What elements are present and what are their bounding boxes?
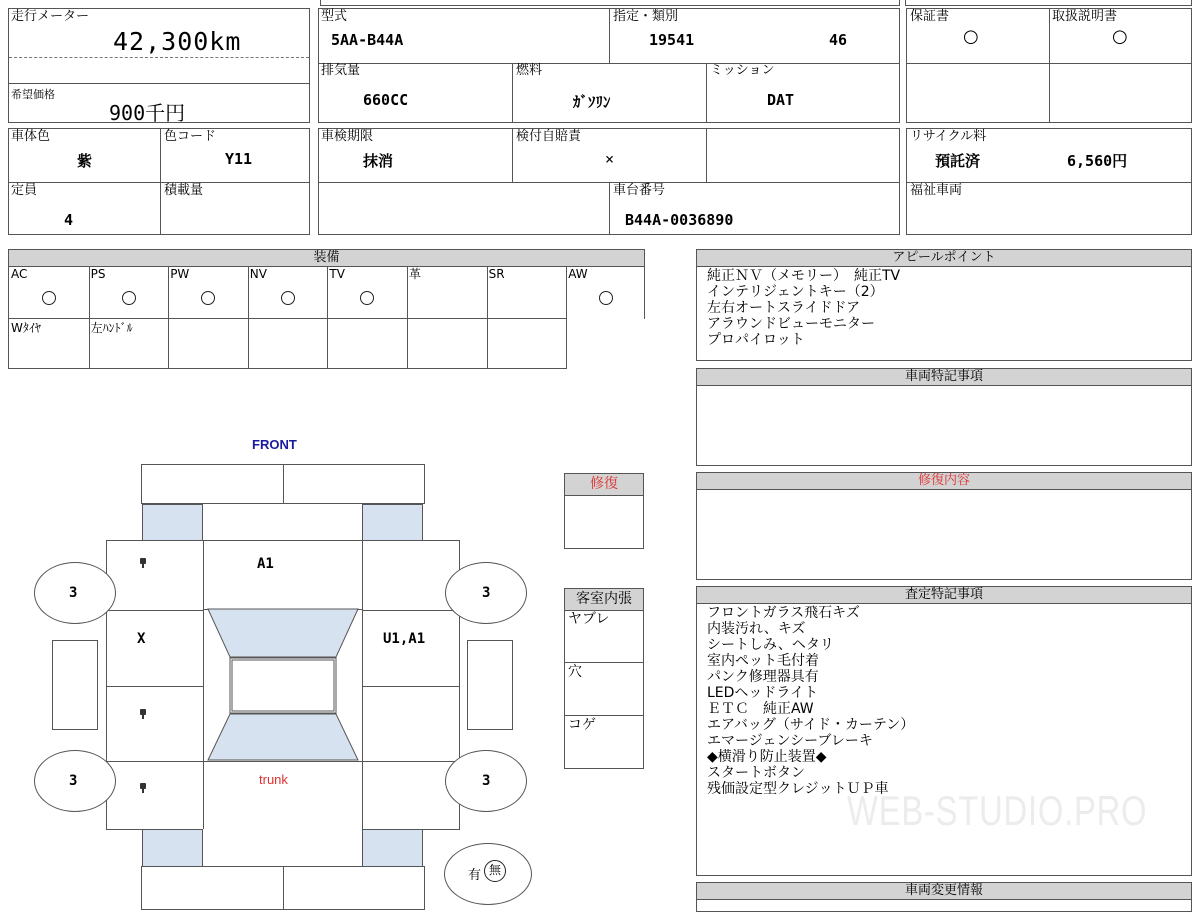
spare-no: 無 bbox=[484, 860, 506, 882]
rear-bumper bbox=[141, 866, 425, 910]
trunk-label: trunk bbox=[259, 772, 288, 787]
designation-label: 指定・類別 bbox=[613, 9, 679, 24]
equipment-label-4: TV bbox=[329, 267, 345, 281]
watermark: WEB-STUDIO.PRO bbox=[847, 787, 1148, 834]
note-line: 純正ＮＶ（メモリー） 純正TV bbox=[707, 268, 901, 284]
assessment-title: 査定特記事項 bbox=[697, 587, 1191, 604]
equipment-label-3: NV bbox=[249, 267, 267, 281]
note-line: アラウンドビューモニター bbox=[707, 316, 875, 332]
recycle-block bbox=[906, 128, 1192, 235]
equipment-divider bbox=[566, 266, 567, 318]
marker-icon bbox=[139, 558, 147, 568]
model-value: 5AA-B44A bbox=[331, 31, 404, 49]
note-line: 左右オートスライドドア bbox=[707, 300, 861, 316]
load-label: 積載量 bbox=[164, 183, 204, 198]
recycle-status: 預託済 bbox=[935, 152, 981, 170]
equipment-label-2: PW bbox=[170, 267, 190, 281]
note-line: ＥＴＣ 純正AW bbox=[707, 701, 814, 717]
note-line: スタートボタン bbox=[707, 765, 805, 781]
equipment-label-0: AC bbox=[11, 267, 28, 281]
marker-icon bbox=[139, 709, 147, 719]
special-notes-title: 車両特記事項 bbox=[697, 369, 1191, 386]
rear-left-fender bbox=[142, 829, 203, 867]
top-clipped-row-right bbox=[905, 0, 1192, 6]
note-line: LEDヘッドライト bbox=[707, 685, 819, 701]
note-line: シートしみ、ヘタリ bbox=[707, 637, 834, 653]
warranty-mark: ○ bbox=[963, 26, 979, 47]
equipment-label-5: 革 bbox=[409, 267, 422, 281]
inspection-label: 車検期限 bbox=[321, 129, 374, 144]
mileage-value: 42,300km bbox=[113, 27, 242, 56]
chassis-value: B44A-0036890 bbox=[625, 211, 734, 229]
right-door-code: U1,A1 bbox=[383, 631, 426, 647]
hood-top bbox=[202, 504, 363, 541]
displacement-value: 660CC bbox=[363, 91, 409, 109]
manual-label: 取扱説明書 bbox=[1052, 9, 1118, 24]
note-line: 室内ペット毛付着 bbox=[707, 653, 819, 669]
displacement-label: 排気量 bbox=[321, 63, 361, 78]
designation-number: 19541 bbox=[649, 31, 695, 49]
insurance-label: 検付自賠責 bbox=[516, 129, 582, 144]
cabin-glass bbox=[202, 608, 364, 762]
body-color-value: 紫 bbox=[77, 152, 93, 170]
inspection-value: 抹消 bbox=[363, 152, 394, 170]
note-line: エアバッグ（サイド・カーテン） bbox=[707, 717, 915, 733]
equipment-extra-1: 左ﾊﾝﾄﾞﾙ bbox=[90, 321, 133, 335]
equipment-label-1: PS bbox=[90, 267, 106, 281]
note-line: ◆横滑り防止装置◆ bbox=[707, 749, 827, 765]
color-code-label: 色コード bbox=[164, 129, 217, 144]
interior-title: 客室内張 bbox=[565, 589, 643, 611]
interior-burn: コゲ bbox=[568, 717, 596, 733]
capacity-label: 定員 bbox=[11, 183, 38, 198]
note-line: プロパイロット bbox=[707, 332, 805, 348]
equipment-extra-0: Wﾀｲﾔ bbox=[11, 321, 41, 335]
equipment-empty bbox=[567, 319, 645, 371]
appeal-panel bbox=[696, 249, 1192, 361]
rear-glass bbox=[208, 714, 358, 760]
mission-label: ミッション bbox=[710, 63, 775, 78]
interior-tear: ヤブレ bbox=[568, 611, 610, 627]
tire-fr-value: 3 bbox=[482, 585, 491, 601]
spare-yes: 有 bbox=[468, 868, 482, 883]
color-code-value: Y11 bbox=[225, 150, 253, 168]
note-line: エマージェンシーブレーキ bbox=[707, 733, 873, 749]
price-value: 900千円 bbox=[109, 101, 186, 125]
body-color-label: 車体色 bbox=[11, 129, 51, 144]
designation-class: 46 bbox=[829, 31, 848, 49]
front-bumper bbox=[141, 464, 425, 504]
price-label: 希望価格 bbox=[11, 88, 55, 101]
welfare-label: 福祉車両 bbox=[910, 183, 963, 198]
right-side-panel bbox=[467, 640, 513, 730]
chassis-label: 車台番号 bbox=[613, 183, 666, 198]
left-door-code: X bbox=[137, 631, 146, 647]
equipment-mark-7 bbox=[599, 291, 613, 305]
marker-icon bbox=[139, 783, 147, 793]
front-left-fender bbox=[142, 504, 203, 541]
mileage-label: 走行メーター bbox=[11, 9, 90, 24]
interior-hole: 穴 bbox=[568, 664, 582, 680]
recycle-label: リサイクル料 bbox=[910, 129, 987, 144]
fuel-label: 燃料 bbox=[516, 63, 543, 78]
appeal-title: アピールポイント bbox=[697, 250, 1191, 267]
insurance-value: × bbox=[605, 150, 615, 168]
tire-rr-value: 3 bbox=[482, 773, 491, 789]
tire-fl-value: 3 bbox=[69, 585, 78, 601]
note-line: フロントガラス飛石キズ bbox=[707, 605, 860, 621]
note-line: 残価設定型クレジットＵＰ車 bbox=[707, 781, 889, 797]
rear-right-fender bbox=[362, 829, 423, 867]
hood-code: A1 bbox=[257, 556, 274, 572]
tire-rl-value: 3 bbox=[69, 773, 78, 789]
roof bbox=[230, 658, 336, 713]
interior-box bbox=[564, 588, 644, 769]
equipment-label-7: AW bbox=[568, 267, 588, 281]
left-side-panel bbox=[52, 640, 98, 730]
change-info-panel bbox=[696, 882, 1192, 912]
repair-content-title: 修復内容 bbox=[697, 473, 1191, 490]
note-line: インテリジェントキー（2） bbox=[707, 284, 884, 300]
note-line: パンク修理器具有 bbox=[707, 669, 819, 685]
capacity-value: 4 bbox=[64, 211, 74, 229]
warranty-block bbox=[906, 8, 1192, 123]
manual-mark: ○ bbox=[1112, 26, 1128, 47]
repair-title: 修復 bbox=[565, 474, 643, 496]
repair-box bbox=[564, 473, 644, 549]
model-label: 型式 bbox=[321, 9, 348, 24]
special-notes-panel bbox=[696, 368, 1192, 466]
car-diagram bbox=[0, 0, 560, 900]
mission-value: DAT bbox=[767, 91, 795, 109]
fuel-value: ｶﾞｿﾘﾝ bbox=[573, 93, 611, 111]
windshield bbox=[208, 609, 358, 657]
warranty-label: 保証書 bbox=[910, 9, 950, 24]
note-line: 内装汚れ、キズ bbox=[707, 621, 806, 637]
assessment-panel bbox=[696, 586, 1192, 876]
front-right-fender bbox=[362, 504, 423, 541]
repair-content-panel bbox=[696, 472, 1192, 580]
front-label: FRONT bbox=[252, 437, 297, 452]
change-info-title: 車両変更情報 bbox=[697, 883, 1191, 900]
equipment-label-6: SR bbox=[488, 267, 505, 281]
recycle-amount: 6,560円 bbox=[1067, 152, 1128, 170]
trunk-bottom bbox=[202, 829, 363, 867]
equipment-title: 装備 bbox=[9, 250, 644, 267]
